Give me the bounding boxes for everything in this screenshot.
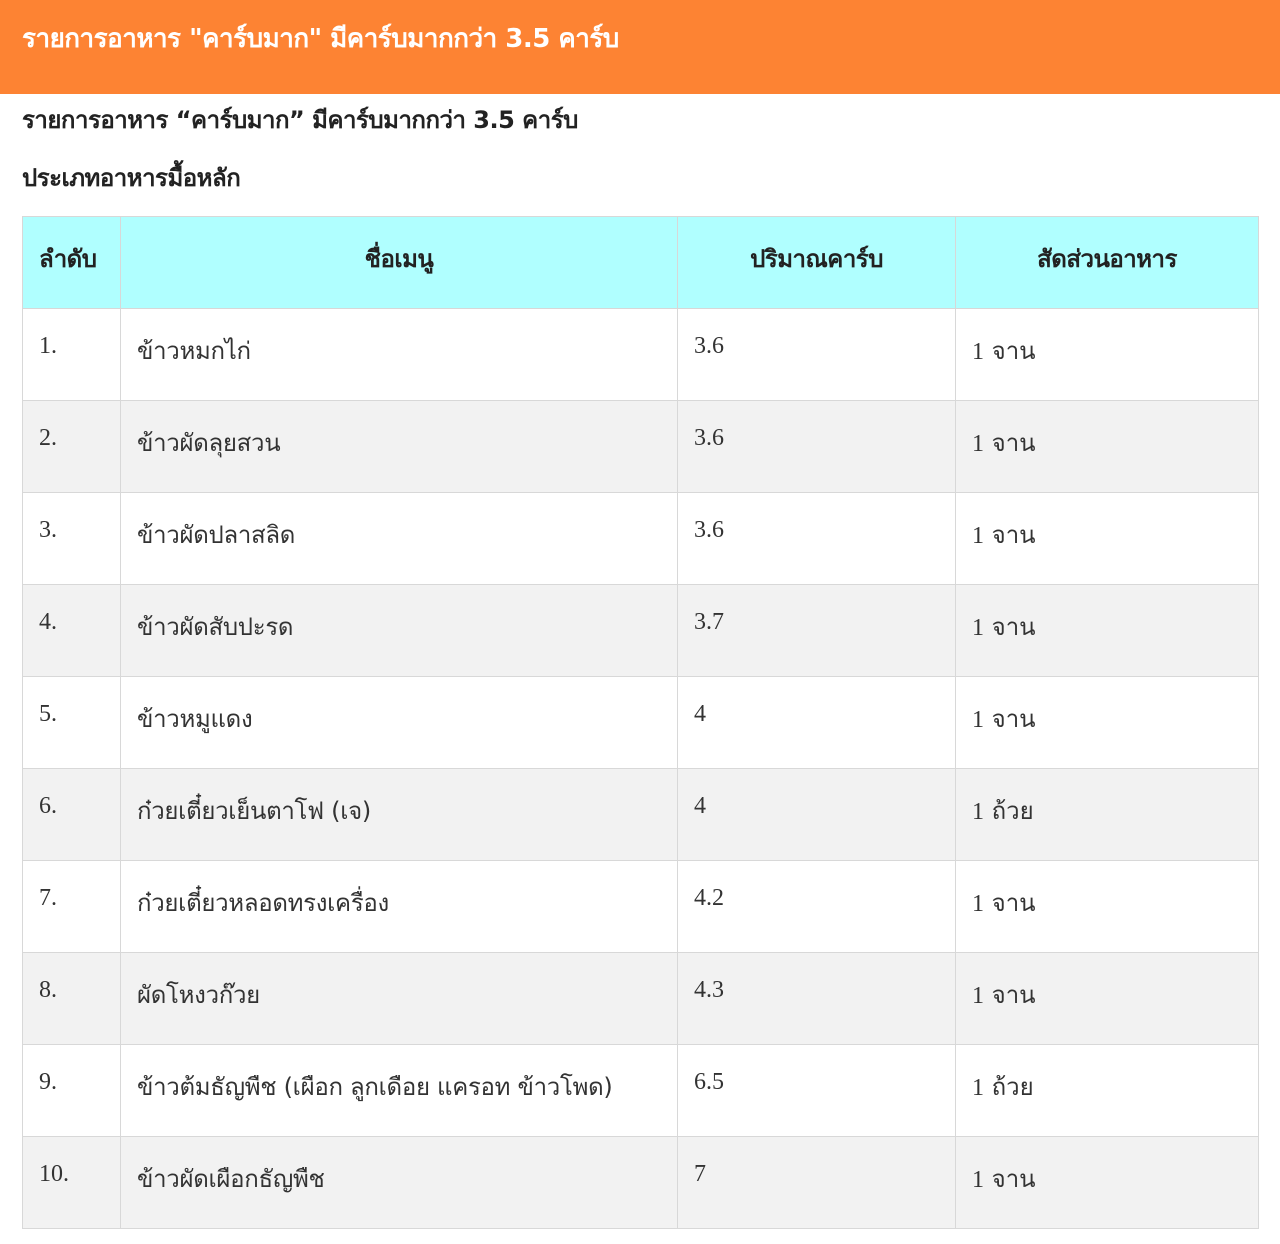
cell-name: ข้าวผัดสับปะรด (121, 585, 678, 677)
cell-no: 4. (23, 585, 121, 677)
cell-carb: 7 (678, 1137, 956, 1229)
cell-portion (956, 401, 1259, 493)
cell-no: 6. (23, 769, 121, 861)
table-row (23, 1137, 1259, 1229)
cell-portion (956, 861, 1259, 953)
cell-portion (956, 677, 1259, 769)
portion-unit: จาน (991, 705, 1036, 733)
portion-unit: ถ้วย (991, 797, 1034, 825)
cell-portion (956, 1137, 1259, 1229)
cell-portion (956, 493, 1259, 585)
cell-no: 1. (23, 309, 121, 401)
cell-carb: 4.3 (678, 953, 956, 1045)
content-subheading: ประเภทอาหารมื้อหลัก (22, 164, 241, 192)
cell-name: ข้าวหมกไก่ (121, 309, 678, 401)
portion-unit: จาน (991, 1165, 1036, 1193)
portion-unit: จาน (991, 981, 1036, 1009)
cell-name: ข้าวต้มธัญพืช (เผือก ลูกเดือย แครอท ข้าวโพด) (121, 1045, 678, 1137)
cell-portion (956, 953, 1259, 1045)
cell-no: 9. (23, 1045, 121, 1137)
header-bar (0, 0, 1280, 94)
portion-number: 1 (972, 983, 984, 1009)
cell-carb: 3.6 (678, 493, 956, 585)
table-row (23, 861, 1259, 953)
cell-carb: 3.7 (678, 585, 956, 677)
table-row (23, 585, 1259, 677)
cell-portion (956, 1045, 1259, 1137)
portion-number: 1 (972, 707, 984, 733)
portion-number: 1 (972, 891, 984, 917)
cell-name: ข้าวผัดเผือกธัญพืช (121, 1137, 678, 1229)
cell-carb: 6.5 (678, 1045, 956, 1137)
cell-no: 2. (23, 401, 121, 493)
cell-carb: 4 (678, 677, 956, 769)
cell-carb: 4 (678, 769, 956, 861)
page-title: รายการอาหาร "คาร์บมาก" มีคาร์บมากกว่า 3.5 คาร์บ (22, 23, 619, 54)
cell-portion (956, 585, 1259, 677)
cell-no: 8. (23, 953, 121, 1045)
cell-name: ผัดโหงวก๊วย (121, 953, 678, 1045)
portion-number: 1 (972, 615, 984, 641)
cell-name: ก๋วยเตี๋ยวเย็นตาโฟ (เจ) (121, 769, 678, 861)
portion-unit: ถ้วย (991, 1073, 1034, 1101)
cell-name: ข้าวผัดลุยสวน (121, 401, 678, 493)
cell-name: ข้าวผัดปลาสลิด (121, 493, 678, 585)
cell-portion (956, 309, 1259, 401)
table-row (23, 677, 1259, 769)
portion-unit: จาน (991, 429, 1036, 457)
cell-portion (956, 769, 1259, 861)
portion-number: 1 (972, 799, 984, 825)
portion-number: 1 (972, 1075, 984, 1101)
column-header-portion: สัดส่วนอาหาร (956, 217, 1259, 309)
table-row (23, 493, 1259, 585)
portion-number: 1 (972, 339, 984, 365)
content-heading: รายการอาหาร “คาร์บมาก” มีคาร์บมากกว่า 3.5 คาร์บ (22, 106, 578, 134)
portion-unit: จาน (991, 613, 1036, 641)
cell-no: 10. (23, 1137, 121, 1229)
portion-unit: จาน (991, 521, 1036, 549)
table-row (23, 401, 1259, 493)
cell-name: ก๋วยเตี๋ยวหลอดทรงเครื่อง (121, 861, 678, 953)
portion-unit: จาน (991, 337, 1036, 365)
table-row (23, 1045, 1259, 1137)
portion-unit: จาน (991, 889, 1036, 917)
column-header-carb: ปริมาณคาร์บ (678, 217, 956, 309)
cell-no: 3. (23, 493, 121, 585)
column-header-name: ชื่อเมนู (121, 217, 678, 309)
column-header-no: ลำดับ (23, 217, 121, 309)
menu-table (22, 216, 1259, 1229)
cell-no: 7. (23, 861, 121, 953)
portion-number: 1 (972, 523, 984, 549)
cell-carb: 3.6 (678, 309, 956, 401)
table-row (23, 953, 1259, 1045)
cell-name: ข้าวหมูแดง (121, 677, 678, 769)
table-row (23, 769, 1259, 861)
cell-no: 5. (23, 677, 121, 769)
table-row (23, 309, 1259, 401)
portion-number: 1 (972, 431, 984, 457)
cell-carb: 4.2 (678, 861, 956, 953)
portion-number: 1 (972, 1167, 984, 1193)
table-header-row (23, 217, 1259, 309)
cell-carb: 3.6 (678, 401, 956, 493)
